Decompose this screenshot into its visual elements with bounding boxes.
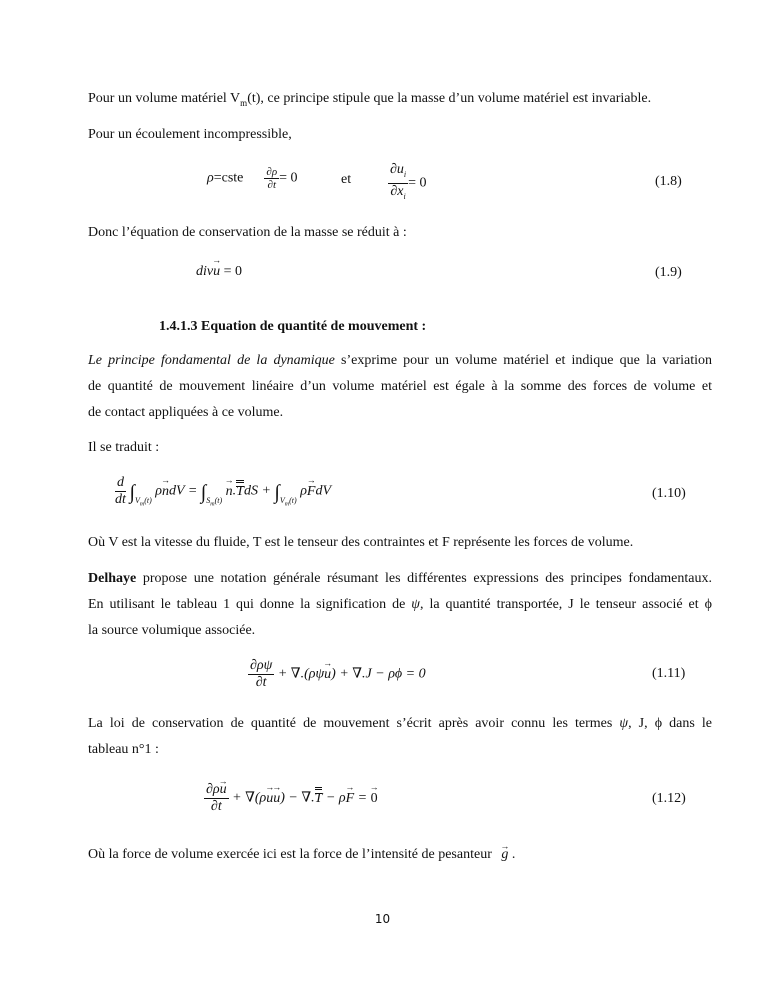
paragraph-conservation-law-line1: La loi de conservation de quantité de mouvement s’écrit après avoir connu les termes ψ, J, ϕ dans le (88, 716, 713, 731)
paragraph-delhaye-line2: En utilisant le tableau 1 qui donne la signification de ψ, la quantité transportée, J le tenseur associé et ϕ (88, 597, 713, 612)
equation-1-8-et: et (341, 172, 352, 187)
equation-number-1-12: (1.12) (652, 791, 686, 806)
paragraph-translation: Il se traduit : (88, 440, 160, 455)
paragraph-incompressible: Pour un écoulement incompressible, (88, 127, 292, 142)
equation-1-11: $\frac{\partial\rho\psi}{\partial t}$ + ∇.(ρψ→ u) + ∇.J − ρϕ = 0 (248, 658, 426, 691)
paragraph-dynamics-line2: de quantité de mouvement linéaire d’un volume matériel est égale à la somme des forces de volume et (88, 379, 712, 394)
integral-symbol: ∫ (274, 481, 280, 504)
paragraph-velocity: Où V est la vitesse du fluide, T est le tenseur des contraintes et F représente les forces de volume. (88, 535, 634, 550)
equation-number-1-10: (1.10) (652, 486, 686, 501)
equation-1-12: $\frac{\partial\rho\to u}{\partial t}$ + ∇(ρ→ u→ u) − ∇.T − ρ→ F = → 0 (204, 782, 378, 815)
equation-number-1-11: (1.11) (652, 666, 686, 681)
paragraph-material-volume: Pour un volume matériel $V_m(t)$, ce principe stipule que la masse d’un volume matériel est invariable. (88, 91, 652, 108)
paragraph-dynamics-line1: Le principe fondamental de la dynamique s’exprime pour un volume matériel et indique que la variation (88, 353, 713, 368)
paragraph-dynamics-line3: de contact appliquées à ce volume. (88, 405, 284, 420)
integral-symbol: ∫ (129, 481, 135, 504)
integral-symbol: ∫ (200, 481, 207, 504)
equation-1-10: $\frac{d}{dt}$ $\int_{V_m(t)}$ ρ→ ndV = $\int_{S_m(t)} \to n.TdS + \int_{V_m(t)}$ ρ→ FdV (115, 475, 331, 508)
equation-number-1-9: (1.9) (655, 265, 682, 280)
paragraph-delhaye-line1: Delhaye propose une notation générale résumant les différentes expressions des principes fondamentaux. (88, 571, 712, 586)
page-number: 10 (374, 912, 391, 926)
equation-1-8: ρ=cste $\frac{\partial\rho}{\partial t}$ = 0 (207, 166, 298, 191)
paragraph-conservation-law-line2: tableau n°1 : (88, 742, 159, 757)
paragraph-delhaye-line3: la source volumique associée. (88, 623, 256, 638)
equation-1-9: div→ u = 0 (196, 264, 242, 280)
equation-number-1-8: (1.8) (655, 174, 682, 189)
equation-1-8-divergence: $\frac{\partial u_i}{\partial x_i}$ = 0 (390, 162, 427, 201)
section-heading: 1.4.1.3 Equation de quantité de mouvement : (159, 319, 427, 334)
paragraph-gravity: Où la force de volume exercée ici est la force de l’intensité de pesanteur → g . (88, 842, 712, 868)
paragraph-mass-conservation: Donc l’équation de conservation de la masse se réduit à : (88, 225, 407, 240)
